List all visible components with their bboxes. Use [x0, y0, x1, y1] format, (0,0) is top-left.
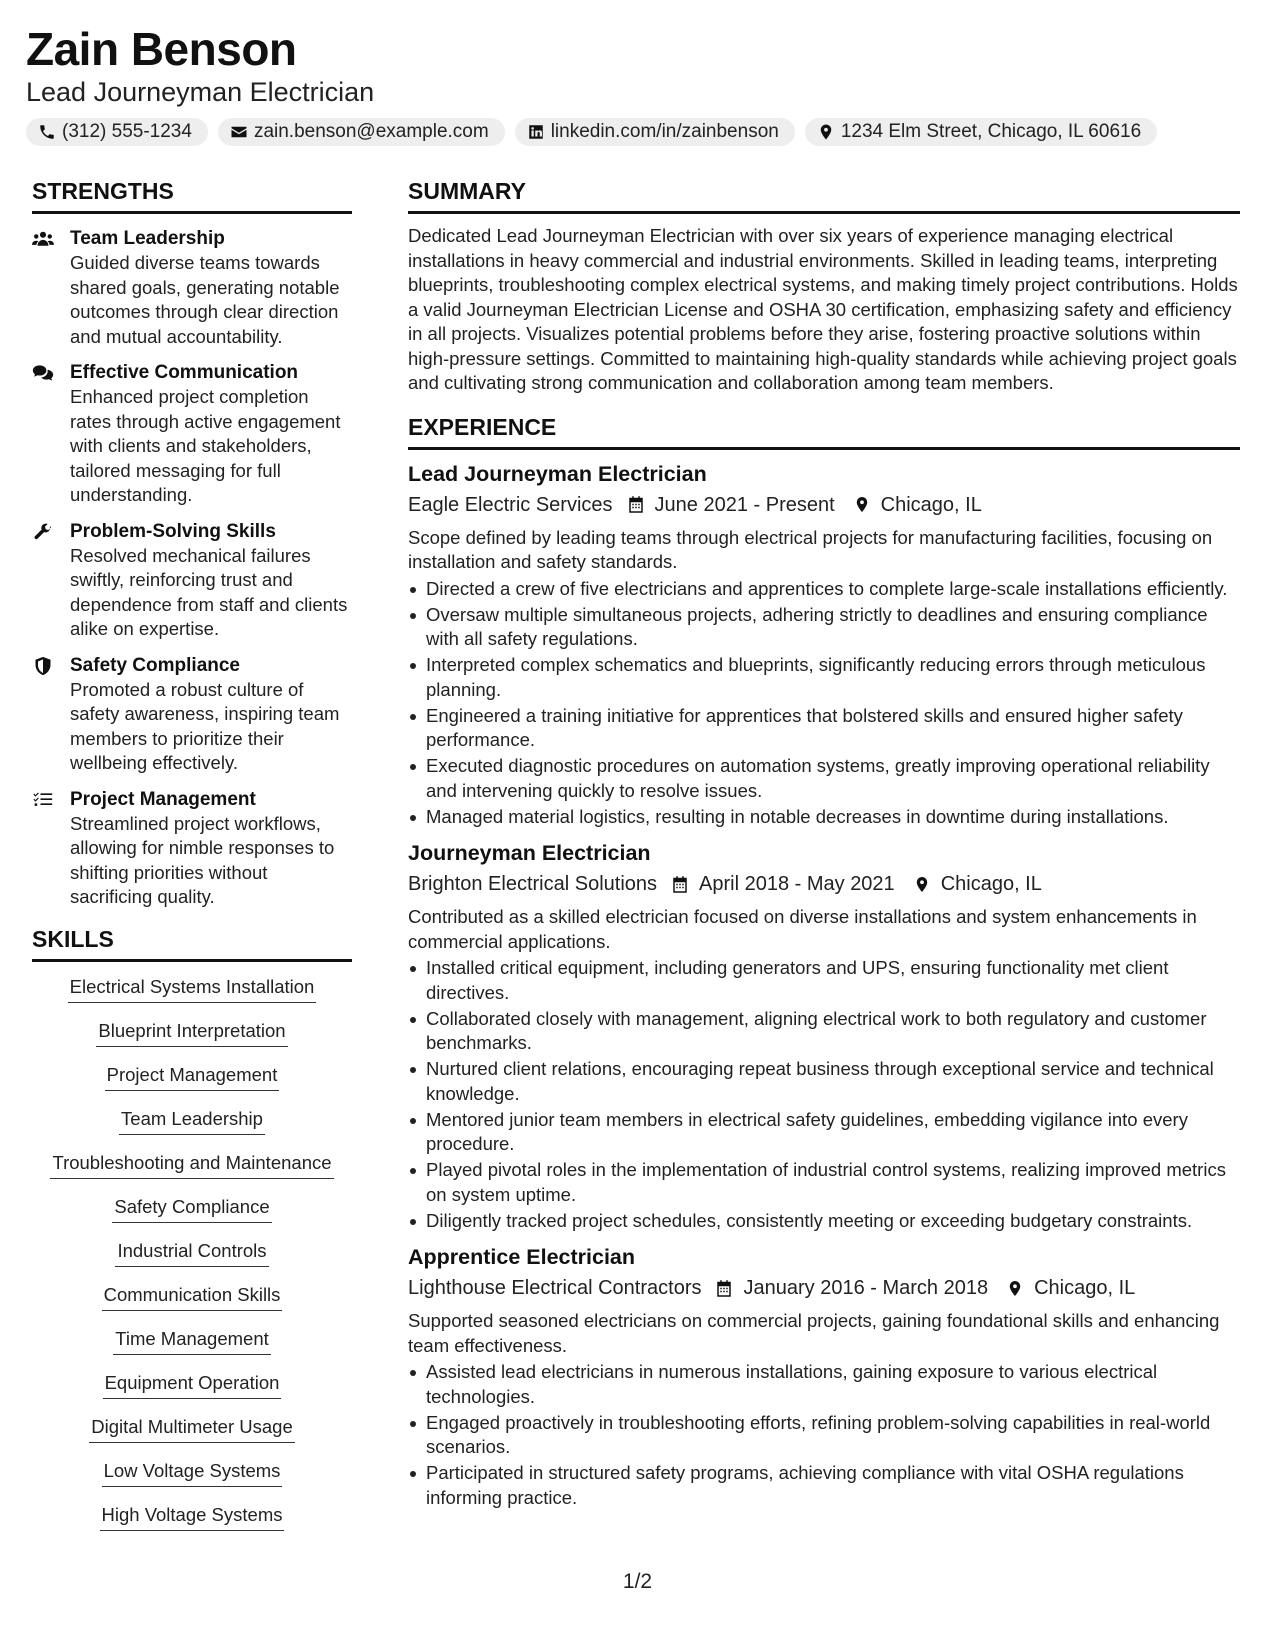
job-dates: April 2018 - May 2021	[699, 873, 895, 895]
map-pin-icon	[913, 875, 931, 894]
strength-title: Effective Communication	[70, 362, 299, 383]
strength-item	[32, 653, 352, 776]
strength-desc: Promoted a robust culture of safety awareness, inspiring team members to prioritize their wellbeing effectively.	[70, 678, 340, 773]
bullet-item: Participated in structured safety programs, achieving compliance with vital OSHA regulations informing practice.	[408, 1461, 1240, 1510]
contact-address	[805, 118, 1157, 146]
job-description: Scope defined by leading teams through electrical projects for manufacturing facilities, focusing on installation and safety standards.	[408, 526, 1213, 572]
skills-section	[32, 924, 352, 1546]
map-pin-icon	[817, 123, 835, 141]
skill-item: Industrial Controls	[115, 1238, 268, 1267]
summary-section	[408, 176, 1240, 396]
summary-heading: SUMMARY	[408, 176, 1240, 214]
job-meta	[408, 491, 1240, 519]
strength-item	[32, 787, 352, 910]
skill-item: Electrical Systems Installation	[68, 974, 317, 1003]
strength-item	[32, 519, 352, 642]
phone-icon	[38, 123, 56, 141]
bullet-item: Engaged proactively in troubleshooting efforts, refining problem-solving capabilities in real-world scenarios.	[408, 1411, 1240, 1460]
strength-item	[32, 226, 352, 349]
strength-desc: Resolved mechanical failures swiftly, reinforcing trust and dependence from staff and clients alike on expertise.	[70, 544, 348, 639]
contact-phone[interactable]	[26, 118, 208, 146]
contact-phone-text: (312) 555-1234	[62, 121, 192, 142]
skills-list	[32, 974, 352, 1546]
skill-item: Blueprint Interpretation	[96, 1018, 287, 1047]
bullet-item: Interpreted complex schematics and blueprints, significantly reducing errors through meticulous planning.	[408, 653, 1240, 702]
calendar-icon	[627, 495, 645, 514]
bullet-item: Engineered a training initiative for apprentices that bolstered skills and ensured higher safety performance.	[408, 704, 1240, 753]
linkedin-icon	[527, 123, 545, 141]
bullet-item: Collaborated closely with management, aligning electrical work to both regulatory and customer benchmarks.	[408, 1007, 1240, 1056]
job-dates: January 2016 - March 2018	[743, 1277, 989, 1299]
strength-desc: Guided diverse teams towards shared goals, generating notable outcomes through clear direction and mutual accountability.	[70, 252, 340, 347]
skill-item: Team Leadership	[119, 1106, 265, 1135]
job-meta	[408, 1274, 1240, 1302]
strengths-heading: STRENGTHS	[32, 176, 352, 214]
map-pin-icon	[853, 495, 871, 514]
page-number: 1/2	[622, 1570, 653, 1593]
bullet-item: Managed material logistics, resulting in notable decreases in downtime during installations.	[408, 805, 1240, 830]
comments-icon	[32, 363, 54, 383]
calendar-icon	[715, 1279, 733, 1298]
list-check-icon	[32, 790, 54, 810]
contact-email-text: zain.benson@example.com	[253, 121, 489, 142]
strengths-section	[32, 176, 352, 910]
job-entry	[408, 839, 1240, 1233]
experience-heading: EXPERIENCE	[408, 412, 1240, 450]
left-column	[32, 176, 352, 1546]
job-title: Apprentice Electrician	[408, 1245, 636, 1269]
skill-item: High Voltage Systems	[100, 1502, 285, 1531]
bullet-item: Executed diagnostic procedures on automation systems, greatly improving operational reliability and intervening quickly to resolve issues.	[408, 754, 1240, 803]
calendar-icon	[671, 875, 689, 894]
job-company: Eagle Electric Services	[408, 493, 613, 516]
bullet-item: Played pivotal roles in the implementation of industrial control systems, realizing improved metrics on system uptime.	[408, 1158, 1240, 1207]
bullet-item: Nurtured client relations, encouraging repeat business through exceptional service and technical knowledge.	[408, 1057, 1240, 1106]
job-title: Journeyman Electrician	[408, 841, 651, 865]
strength-desc: Enhanced project completion rates through active engagement with clients and stakeholders, tailored messaging for full understanding.	[70, 386, 341, 505]
skill-item: Communication Skills	[102, 1282, 283, 1311]
job-company: Brighton Electrical Solutions	[408, 873, 658, 895]
candidate-role: Lead Journeyman Electrician	[26, 77, 375, 107]
skill-item: Equipment Operation	[103, 1370, 282, 1399]
bullet-item: Directed a crew of five electricians and apprentices to complete large-scale installations efficiently.	[408, 577, 1240, 602]
strength-desc: Streamlined project workflows, allowing for nimble responses to shifting priorities without sacrificing quality.	[70, 812, 335, 907]
job-dates: June 2021 - Present	[654, 493, 835, 516]
job-location: Chicago, IL	[1034, 1277, 1136, 1299]
bullet-item: Installed critical equipment, including generators and UPS, ensuring functionality met client directives.	[408, 956, 1240, 1005]
strength-title: Problem-Solving Skills	[70, 520, 276, 542]
contact-address-text: 1234 Elm Street, Chicago, IL 60616	[840, 121, 1142, 142]
users-icon	[32, 229, 54, 249]
skill-item: Troubleshooting and Maintenance	[50, 1150, 333, 1179]
strength-title: Team Leadership	[70, 228, 225, 249]
job-entry	[408, 1243, 1240, 1510]
bullet-item: Mentored junior team members in electrical safety guidelines, embedding vigilance into every procedure.	[408, 1108, 1240, 1157]
envelope-icon	[230, 123, 248, 141]
job-bullets	[408, 956, 1240, 1233]
skill-item: Digital Multimeter Usage	[89, 1414, 295, 1443]
job-entry	[408, 460, 1240, 830]
job-bullets	[408, 1360, 1240, 1510]
job-bullets	[408, 577, 1240, 830]
bullet-item: Assisted lead electricians in numerous installations, gaining exposure to various electrical technologies.	[408, 1360, 1240, 1409]
strength-title: Project Management	[70, 788, 256, 810]
skill-item: Low Voltage Systems	[102, 1458, 283, 1487]
contact-linkedin[interactable]	[515, 118, 795, 146]
contact-email[interactable]	[218, 118, 505, 146]
job-title: Lead Journeyman Electrician	[408, 461, 707, 486]
map-pin-icon	[1006, 1279, 1024, 1298]
skill-item: Safety Compliance	[112, 1194, 271, 1223]
contact-bar	[26, 118, 1256, 146]
job-company: Lighthouse Electrical Contractors	[408, 1277, 702, 1299]
right-column	[408, 176, 1240, 1512]
wrench-icon	[32, 522, 54, 542]
skill-item: Time Management	[113, 1326, 271, 1355]
shield-icon	[32, 656, 54, 676]
job-meta	[408, 870, 1240, 898]
bullet-item: Diligently tracked project schedules, consistently meeting or exceeding budgetary constraints.	[408, 1209, 1240, 1234]
resume-header	[26, 22, 1256, 146]
candidate-name: Zain Benson	[26, 23, 297, 75]
bullet-item: Oversaw multiple simultaneous projects, adhering strictly to deadlines and ensuring compliance with all safety regulations.	[408, 603, 1240, 652]
contact-linkedin-text: linkedin.com/in/zainbenson	[550, 121, 779, 142]
strength-title: Safety Compliance	[70, 654, 240, 676]
job-description: Contributed as a skilled electrician focused on diverse installations and system enhancements in commercial applications.	[408, 906, 1197, 952]
skill-item: Project Management	[105, 1062, 280, 1091]
skills-heading: SKILLS	[32, 924, 352, 962]
job-description: Supported seasoned electricians on commercial projects, gaining foundational skills and enhancing team effectiveness.	[408, 1310, 1220, 1356]
job-location: Chicago, IL	[880, 493, 982, 516]
summary-text: Dedicated Lead Journeyman Electrician with over six years of experience managing electrical installations in heavy commercial and industrial environments. Skilled in leading teams, interpreting blueprints, troubleshooting complex electrical systems, and making timely project contributions. Holds a valid Journeyman Electrician License and OSHA 30 certification, emphasizing safety and efficiency in all projects. Visualizes potential problems before they arise, fostering proactive solutions within high-pressure settings. Committed to maintaining high-quality standards while achieving project goals and cultivating strong communication and collaboration among team members.	[408, 225, 1238, 393]
experience-section	[408, 412, 1240, 1511]
strength-item	[32, 360, 352, 508]
job-location: Chicago, IL	[940, 873, 1042, 895]
